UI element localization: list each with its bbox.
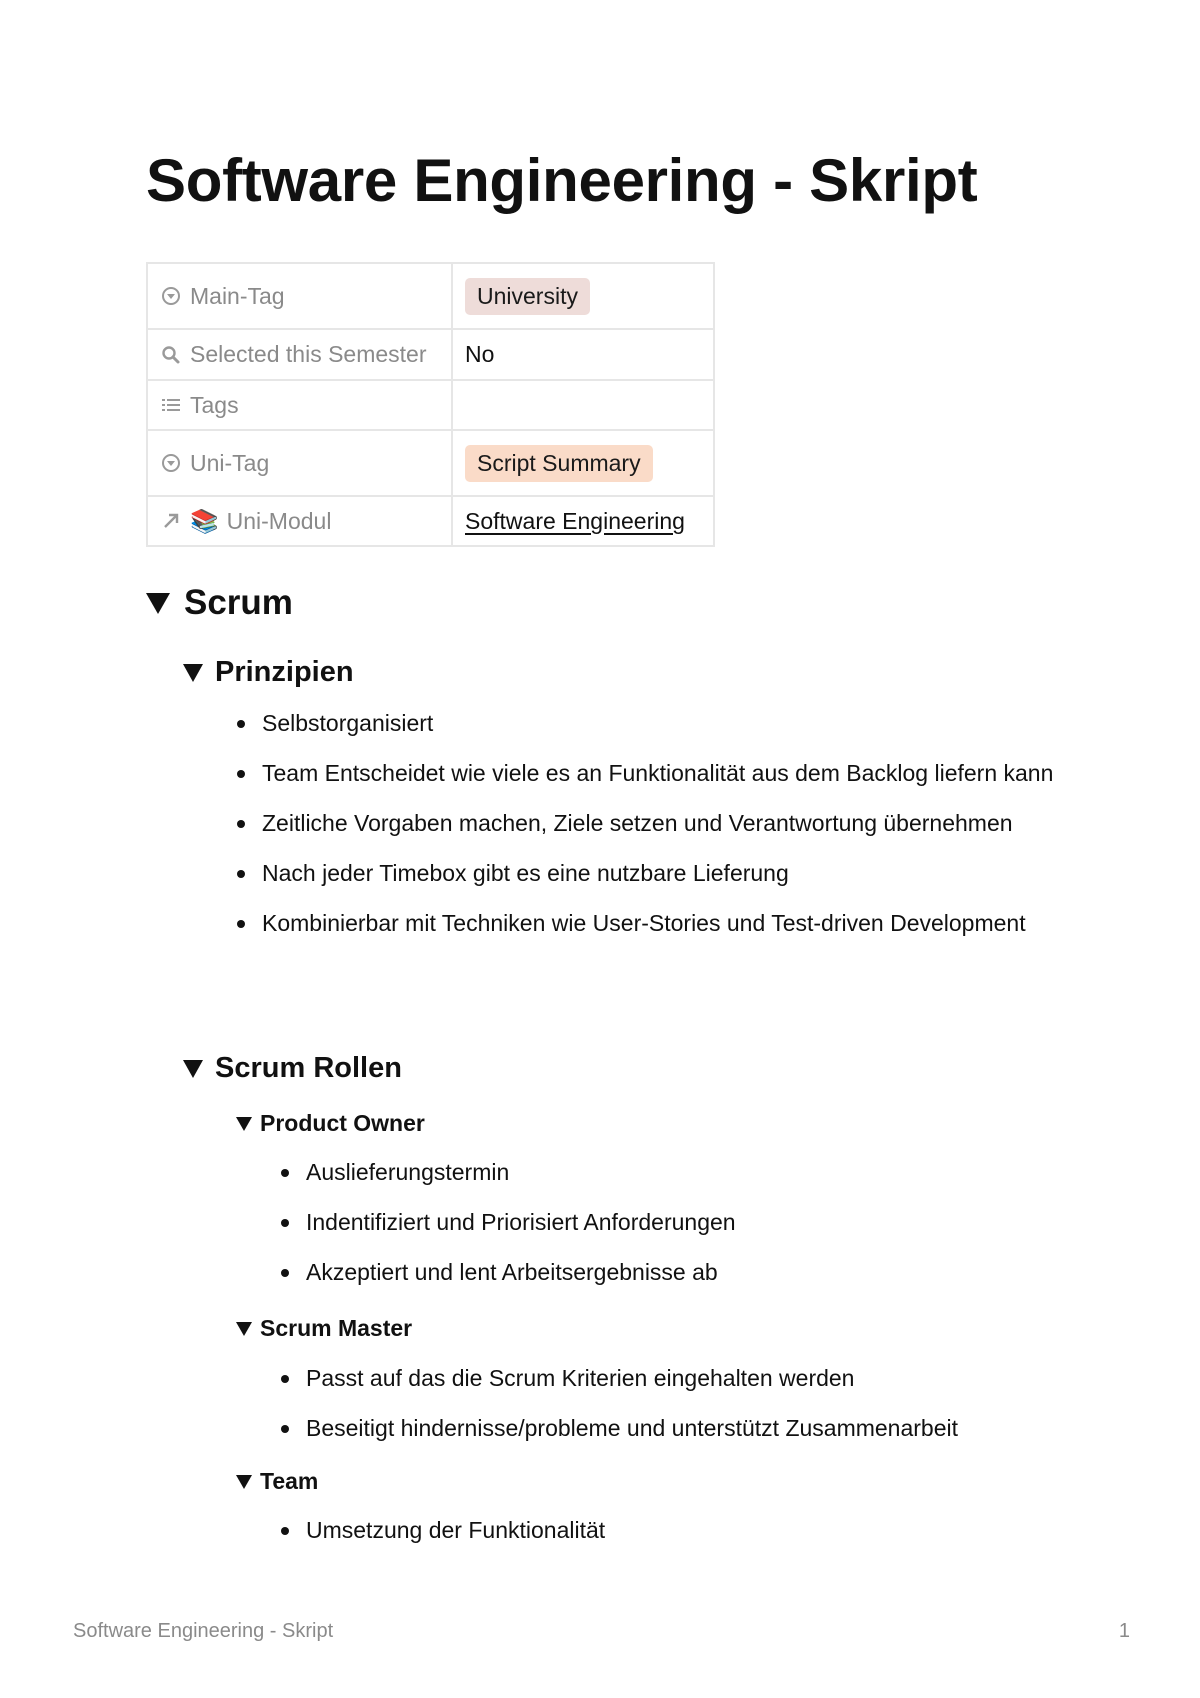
toggle-heading-scrum[interactable] [146,583,293,623]
toggle-triangle-icon[interactable] [146,593,170,614]
list-item: Auslieferungstermin [278,1154,1078,1191]
select-icon [160,452,182,474]
list-item: Akzeptiert und lent Arbeitsergebnisse ab [278,1254,1078,1291]
list-item: Kombinierbar mit Techniken wie User-Stories und Test-driven Development [234,905,1064,942]
footer-title: Software Engineering - Skript [73,1620,334,1642]
team-list [278,1512,1078,1562]
select-icon [160,285,182,307]
uni-modul-link[interactable]: Software Engineering [465,507,685,534]
toggle-heading-scrum-master[interactable] [236,1315,412,1342]
property-row-main-tag [147,263,714,329]
property-key [147,380,452,430]
toggle-triangle-icon[interactable] [183,664,203,682]
property-key [147,496,452,546]
property-value[interactable] [452,430,714,496]
list-item: Team Entscheidet wie viele es an Funktionalität aus dem Backlog liefern kann [234,755,1064,792]
list-item: Passt auf das die Scrum Kriterien eingehalten werden [278,1360,1078,1397]
list-icon [160,394,182,416]
toggle-heading-product-owner[interactable] [236,1110,425,1137]
property-row-uni-tag [147,430,714,496]
toggle-heading-scrum-rollen[interactable] [183,1052,402,1085]
relation-arrow-icon [160,510,182,532]
list-item: Nach jeder Timebox gibt es eine nutzbare Lieferung [234,855,1064,892]
property-row-selected [147,329,714,380]
property-row-tags [147,380,714,430]
toggle-heading-prinzipien[interactable] [183,656,354,689]
properties-table [146,262,715,547]
heading-text: Scrum Rollen [215,1052,402,1084]
heading-text: Scrum [184,583,293,622]
toggle-triangle-icon[interactable] [183,1060,203,1078]
page-title: Software Engineering - Skript [146,147,978,214]
list-item: Zeitliche Vorgaben machen, Ziele setzen und Verantwortung übernehmen [234,805,1064,842]
list-item: Beseitigt hindernisse/probleme und unterstützt Zusammenarbeit [278,1410,1078,1447]
toggle-heading-team[interactable] [236,1468,318,1495]
property-value[interactable] [452,380,714,430]
main-tag-pill[interactable]: University [465,278,590,315]
property-value[interactable]: No [452,329,714,380]
property-value[interactable] [452,496,714,546]
property-key [147,430,452,496]
uni-tag-pill[interactable]: Script Summary [465,445,653,482]
search-icon [160,344,182,366]
heading-text: Scrum Master [260,1315,413,1341]
heading-text: Team [260,1468,319,1494]
property-key [147,263,452,329]
property-row-uni-modul [147,496,714,546]
property-label: Selected this Semester [190,341,427,367]
heading-text: Product Owner [260,1110,425,1136]
heading-text: Prinzipien [215,656,354,688]
prinzipien-list [234,705,1064,955]
toggle-triangle-icon[interactable] [236,1117,252,1131]
property-label: Uni-Modul [226,507,332,534]
list-item: Indentifiziert und Priorisiert Anforderungen [278,1204,1078,1241]
toggle-triangle-icon[interactable] [236,1475,252,1489]
list-item: Selbstorganisiert [234,705,1064,742]
product-owner-list [278,1154,1078,1304]
page-number: 1 [1118,1620,1130,1642]
property-value[interactable] [452,263,714,329]
toggle-triangle-icon[interactable] [236,1322,252,1336]
books-emoji-icon: 📚 [190,507,219,534]
property-label: Uni-Tag [190,449,270,476]
scrum-master-list [278,1360,1078,1460]
list-item: Umsetzung der Funktionalität [278,1512,1078,1549]
property-label: Tags [190,391,239,418]
property-label: Main-Tag [190,282,285,309]
property-key [147,329,452,380]
